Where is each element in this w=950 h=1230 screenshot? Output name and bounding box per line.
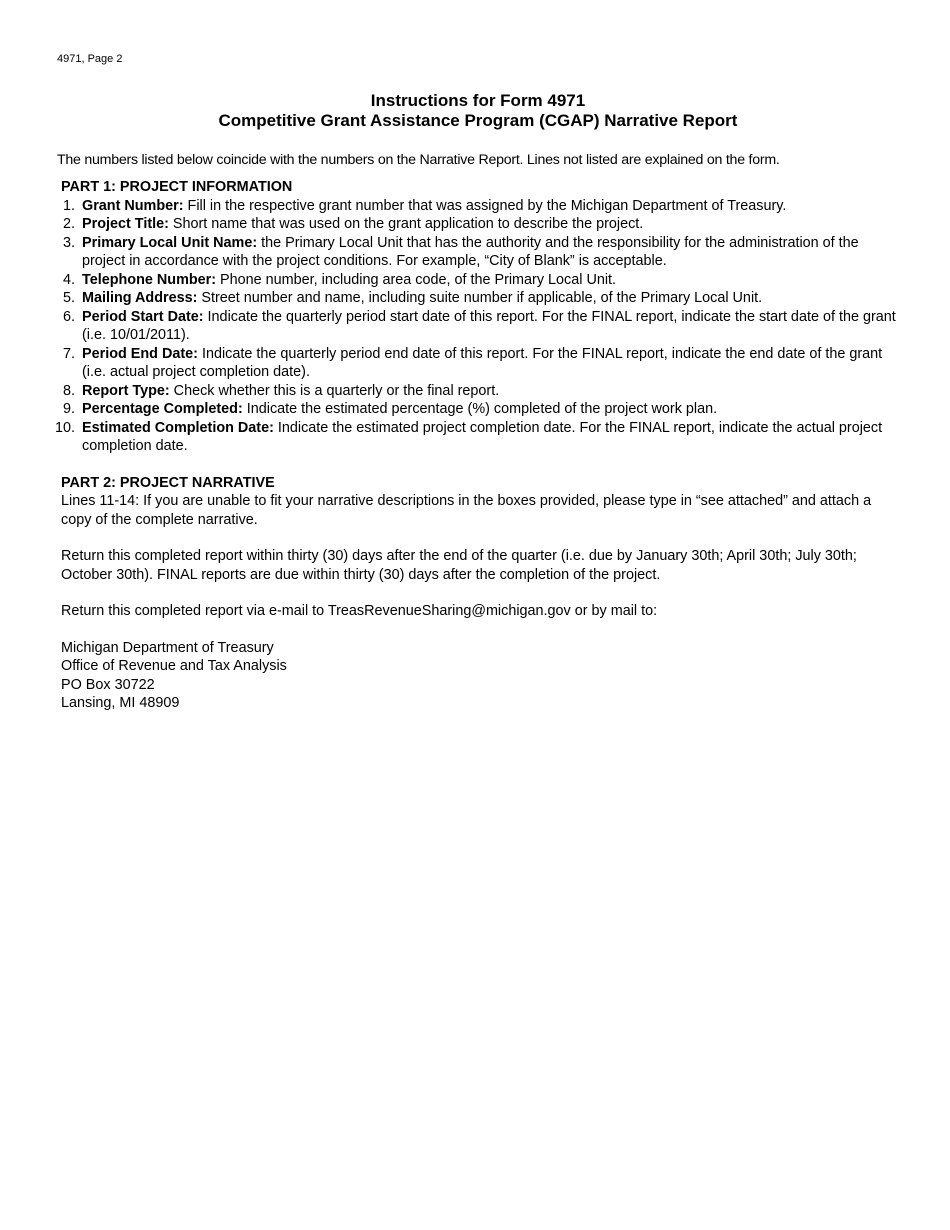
list-item	[61, 197, 901, 216]
item-term: Percentage Completed:	[82, 401, 243, 417]
item-number: 3.	[62, 234, 75, 251]
item-number: 10.	[54, 419, 75, 436]
address-line: PO Box 30722	[61, 676, 155, 693]
item-term: Project Title:	[82, 216, 169, 232]
item-number: 7.	[62, 345, 75, 362]
item-term: Period Start Date:	[82, 308, 204, 325]
address-line: Office of Revenue and Tax Analysis	[61, 658, 287, 674]
address-line: Lansing, MI 48909	[61, 695, 180, 711]
item-term: Estimated Completion Date:	[82, 419, 274, 436]
item-term: Primary Local Unit Name:	[82, 234, 258, 251]
list-item	[61, 345, 901, 382]
address-line: Michigan Department of Treasury	[61, 639, 274, 656]
intro-paragraph: The numbers listed below coincide with the numbers on the Narrative Report. Lines not listed are explained on the form.	[57, 152, 780, 168]
item-text: Indicate the estimated percentage (%) completed of the project work plan.	[242, 401, 718, 417]
item-number: 2.	[62, 216, 75, 232]
list-item	[61, 215, 901, 234]
item-text: Street number and name, including suite number if applicable, of the Primary Local Unit.	[197, 290, 763, 306]
item-text: Check whether this is a quarterly or the final report.	[169, 382, 500, 399]
part1-list	[54, 197, 901, 456]
list-item	[54, 419, 901, 456]
title-line-2: Competitive Grant Assistance Program (CGAP) Narrative Report	[218, 111, 738, 130]
return-via-paragraph: Return this completed report via e-mail to TreasRevenueSharing@michigan.gov or by mail to:	[61, 603, 658, 619]
list-item	[61, 289, 901, 308]
document-title	[0, 91, 950, 131]
list-item	[61, 308, 901, 345]
item-text: Indicate the quarterly period end date of this report. For the FINAL report, indicate the end date of the grant (i.e. actual project completion date).	[82, 345, 883, 380]
item-term: Telephone Number:	[82, 271, 217, 288]
item-text: Indicate the quarterly period start date of this report. For the FINAL report, indicate the start date of the grant (i.e. 10/01/2011).	[82, 308, 896, 343]
item-text: Fill in the respective grant number that was assigned by the Michigan Department of Treasury.	[183, 197, 787, 214]
item-term: Mailing Address:	[82, 290, 198, 306]
return-due-paragraph: Return this completed report within thirty (30) days after the end of the quarter (i.e. due by January 30th; April 30th; July 30th; October 30th). FINAL reports are due within thirty (30) days after the completion of the project.	[61, 548, 857, 583]
item-text: Phone number, including area code, of the Primary Local Unit.	[216, 271, 617, 288]
item-number: 5.	[62, 290, 75, 306]
item-number: 1.	[62, 197, 75, 214]
item-text: Short name that was used on the grant application to describe the project.	[168, 216, 644, 232]
title-line-1: Instructions for Form 4971	[370, 91, 586, 110]
item-number: 9.	[62, 401, 75, 417]
item-term: Grant Number:	[82, 197, 184, 214]
item-number: 4.	[62, 271, 75, 288]
mailing-address	[61, 639, 901, 713]
page-number: 4971, Page 2	[57, 53, 123, 65]
list-item	[61, 400, 901, 419]
item-term: Period End Date:	[82, 345, 198, 362]
part1-heading: PART 1: PROJECT INFORMATION	[61, 179, 293, 195]
part2-heading: PART 2: PROJECT NARRATIVE	[61, 474, 275, 491]
item-number: 8.	[62, 382, 75, 399]
item-text: the Primary Local Unit that has the authority and the responsibility for the administration of the project in accordance with the project conditions. For example, “City of Blank” is acceptable.	[82, 234, 859, 269]
instructions-body	[54, 178, 901, 713]
item-term: Report Type:	[82, 382, 170, 399]
list-item	[61, 382, 901, 401]
item-text: Indicate the estimated project completion date. For the FINAL report, indicate the actual project completion date.	[82, 419, 883, 454]
item-number: 6.	[62, 308, 75, 325]
list-item	[61, 234, 901, 271]
lines-note-paragraph: Lines 11-14: If you are unable to fit your narrative descriptions in the boxes provided, please type in “see attached” and attach a copy of the complete narrative.	[61, 493, 872, 528]
list-item	[61, 271, 901, 290]
